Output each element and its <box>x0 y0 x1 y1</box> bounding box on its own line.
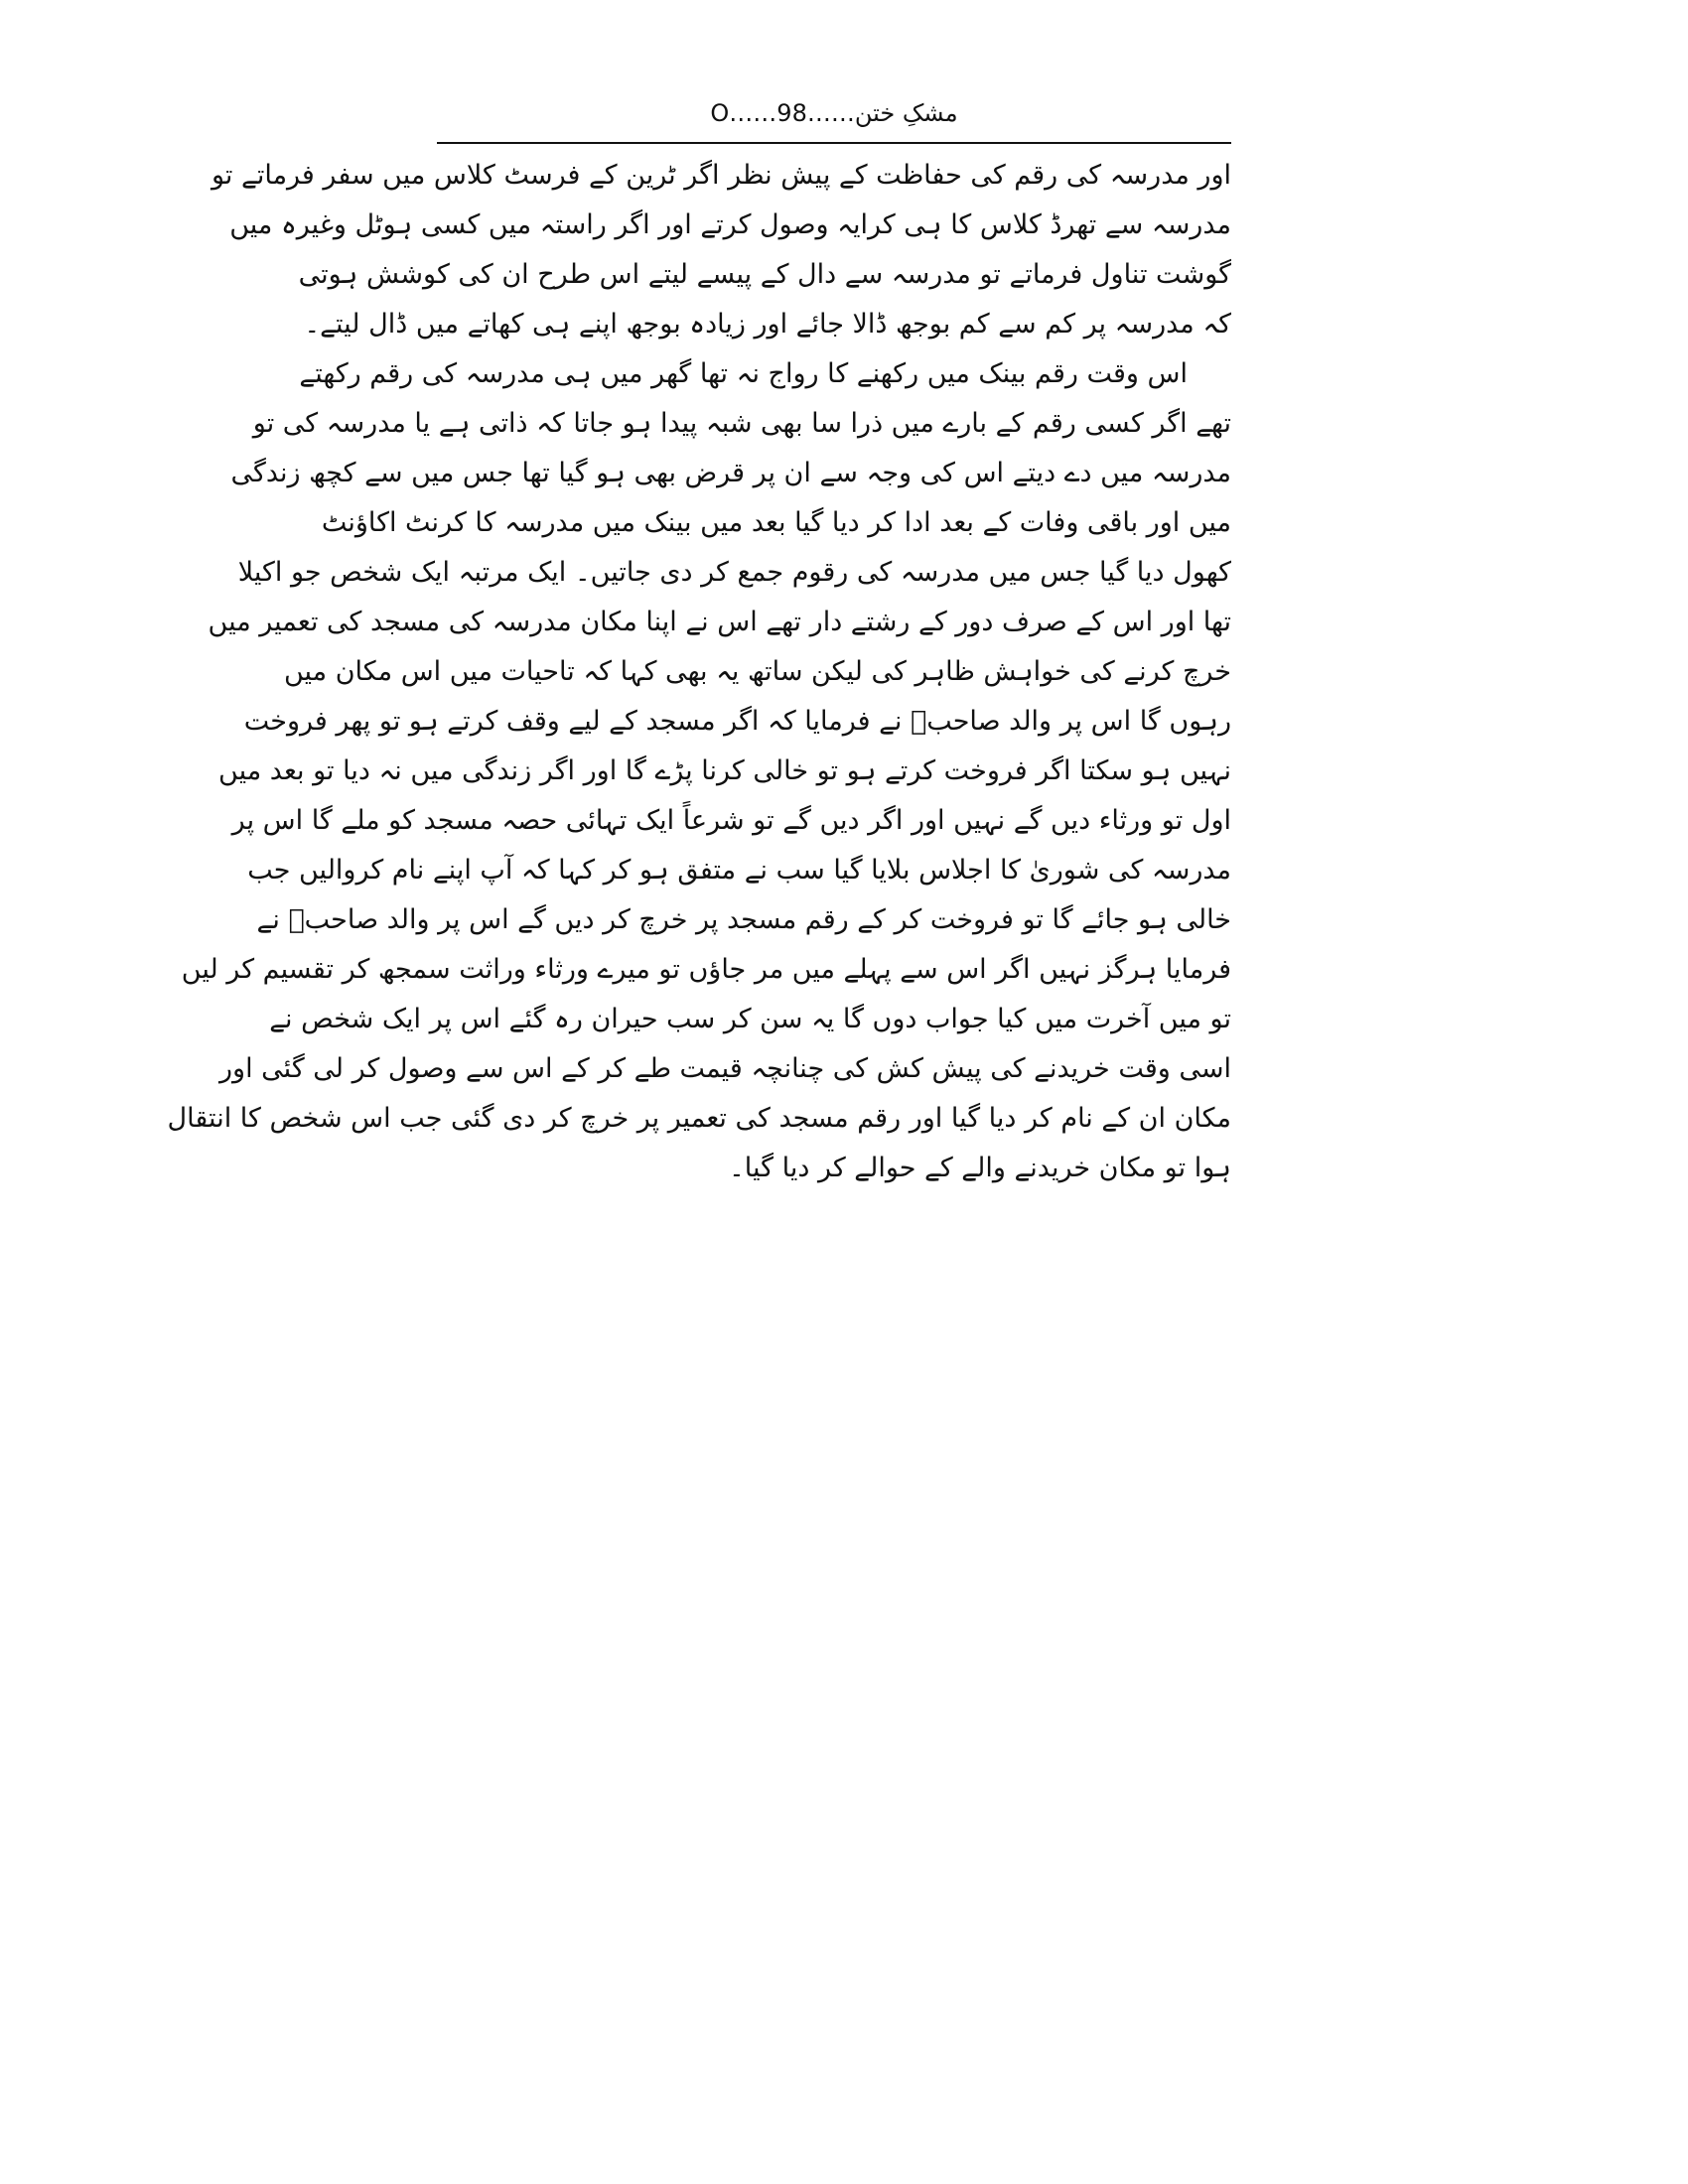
text-line: میں اور باقی وفات کے بعد ادا کر دیا گیا بعد میں بینک میں مدرسہ کا کرنٹ اکاؤنٹ <box>321 507 1231 538</box>
text-line: ہوا تو مکان خریدنے والے کے حوالے کر دیا گیا۔ <box>728 1153 1231 1183</box>
body-text <box>167 151 1231 1193</box>
text-line: کہ مدرسہ پر کم سے کم بوجھ ڈالا جائے اور زیادہ بوجھ اپنے ہی کھاتے میں ڈال لیتے۔ <box>304 309 1231 340</box>
text-line: کھول دیا گیا جس میں مدرسہ کی رقوم جمع کر دی جاتیں۔ ایک مرتبہ ایک شخص جو اکیلا <box>237 557 1231 588</box>
text-line: تھے اگر کسی رقم کے بارے میں ذرا سا بھی شبہ پیدا ہو جاتا کہ ذاتی ہے یا مدرسہ کی تو <box>252 408 1231 439</box>
text-line: اور مدرسہ کی رقم کی حفاظت کے پیش نظر اگر ٹرین کے فرسٹ کلاس میں سفر فرماتے تو <box>211 160 1231 191</box>
text-line: مکان ان کے نام کر دیا گیا اور رقم مسجد کی تعمیر پر خرچ کر دی گئی جب اس شخص کا انتقال <box>167 1103 1231 1134</box>
text-line: رہوں گا اس پر والد صاحبؒ نے فرمایا کہ اگر مسجد کے لیے وقف کرتے ہو تو پھر فروخت <box>243 706 1231 737</box>
text-line: تھا اور اس کے صرف دور کے رشتے دار تھے اس نے اپنا مکان مدرسہ کی مسجد کی تعمیر میں <box>208 607 1231 637</box>
text-line: مدرسہ کی شوریٰ کا اجلاس بلایا گیا سب نے متفق ہو کر کہا کہ آپ اپنے نام کروالیں جب <box>247 855 1231 886</box>
text-line: مدرسہ سے تھرڈ کلاس کا ہی کرایہ وصول کرتے اور اگر راستہ میں کسی ہوٹل وغیرہ میں <box>229 209 1231 240</box>
text-line: فرمایا ہرگز نہیں اگر اس سے پہلے میں مر جاؤں تو میرے ورثاء وراثت سمجھ کر تقسیم کر لیں <box>181 954 1231 985</box>
text-line: تو میں آخرت میں کیا جواب دوں گا یہ سن کر سب حیران رہ گئے اس پر ایک شخص نے <box>269 1004 1231 1034</box>
text-line: اسی وقت خریدنے کی پیش کش کی چنانچہ قیمت طے کر کے اس سے وصول کر لی گئی اور <box>219 1053 1231 1084</box>
text-line: خالی ہو جائے گا تو فروخت کر کے رقم مسجد پر خرچ کر دیں گے اس پر والد صاحبؒ نے <box>256 904 1231 935</box>
text-line: اول تو ورثاء دیں گے نہیں اور اگر دیں گے تو شرعاً ایک تہائی حصہ مسجد کو ملے گا اس پر <box>231 805 1231 836</box>
text-line: خرچ کرنے کی خواہش ظاہر کی لیکن ساتھ یہ بھی کہا کہ تاحیات میں اس مکان میں <box>283 656 1231 687</box>
text-line: گوشت تناول فرماتے تو مدرسہ سے دال کے پیسے لیتے اس طرح ان کی کوشش ہوتی <box>298 259 1231 290</box>
page-header: مشکِ ختن……O……98 <box>710 99 958 127</box>
header-rule <box>437 142 1231 144</box>
text-line: مدرسہ میں دے دیتے اس کی وجہ سے ان پر قرض بھی ہو گیا تھا جس میں سے کچھ زندگی <box>230 458 1231 488</box>
text-line: اس وقت رقم بینک میں رکھنے کا رواج نہ تھا گھر میں ہی مدرسہ کی رقم رکھتے <box>299 358 1188 389</box>
text-line: نہیں ہو سکتا اگر فروخت کرتے ہو تو خالی کرنا پڑے گا اور اگر زندگی میں نہ دیا تو بعد میں <box>218 755 1231 786</box>
